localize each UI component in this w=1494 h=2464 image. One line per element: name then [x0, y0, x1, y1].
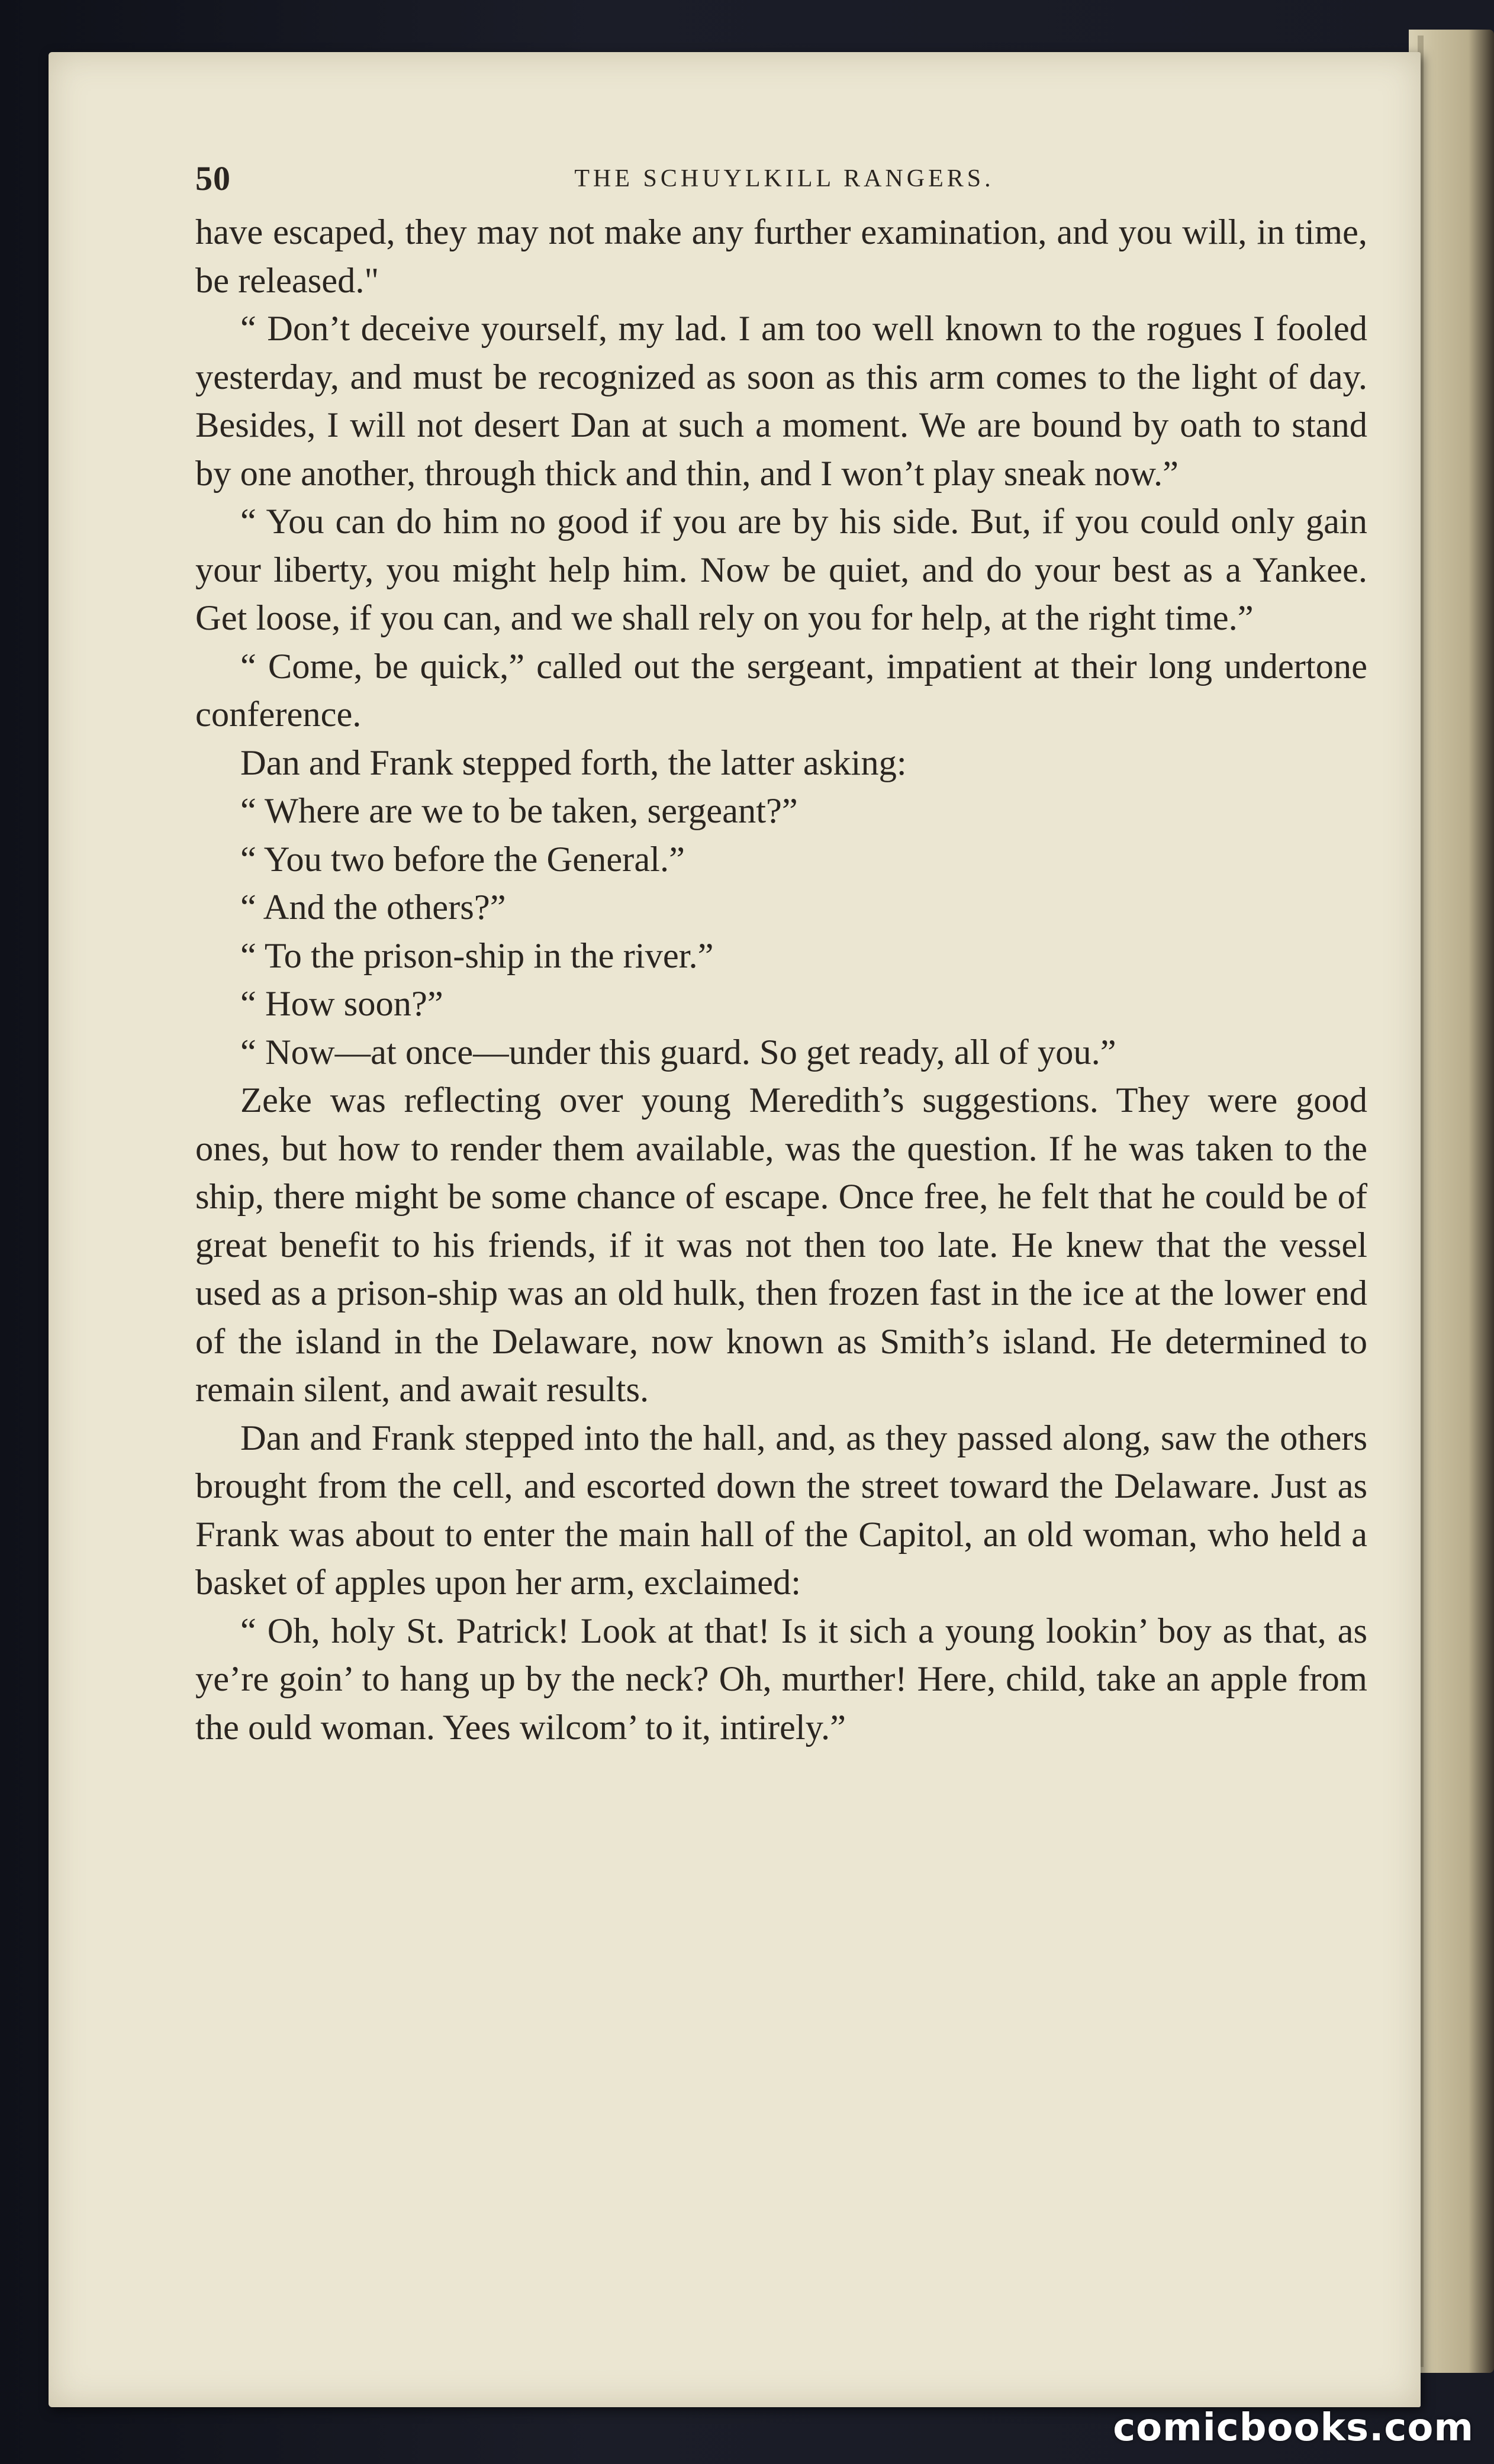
paragraph: “ And the others?” — [240, 888, 506, 927]
body-text — [195, 208, 1367, 1752]
paragraph: Zeke was reflecting over young Meredith’s suggestions. They were good ones, but how to render them available, was the question. If he was taken to the ship, there might be some chance of escape. Once free, he felt that he could be of great benefit to his friends, if it was not then too late. He knew that the vessel used as a prison-ship was an old hulk, then frozen fast in the ice at the lower end of the island in the Delaware, now known as Smith’s island. He determined to remain silent, and await results. — [195, 1081, 1367, 1410]
site-watermark: comicbooks.com — [1113, 2406, 1474, 2450]
paragraph: “ Where are we to be taken, sergeant?” — [240, 791, 798, 831]
paragraph: “ How soon?” — [240, 984, 443, 1024]
running-title: THE SCHUYLKILL RANGERS. — [574, 165, 994, 192]
page-content — [195, 153, 1373, 2259]
paragraph: “ Don’t deceive yourself, my lad. I am too well known to the rogues I fooled yesterday, and must be recognized as soon as this arm comes to the light of day. Besides, I will not desert Dan at such a moment. We are bound by oath to stand by one another, through thick and thin, and I won’t play sneak now.” — [195, 309, 1367, 494]
paragraph: Dan and Frank stepped forth, the latter asking: — [240, 743, 907, 783]
page-number: 50 — [195, 159, 231, 198]
paragraph: “ Now—at once—under this guard. So get ready, all of you.” — [240, 1032, 1116, 1072]
book-page — [49, 52, 1421, 2407]
paragraph: have escaped, they may not make any further examination, and you will, in time, be released." — [195, 212, 1367, 301]
paragraph: “ Oh, holy St. Patrick! Look at that! Is it sich a young lookin’ boy as that, as ye’re goin’ to hang up by the neck? Oh, murther! Here, child, take an apple from the ould woman. Yees wilcom’ to it, intirely.” — [195, 1611, 1367, 1747]
paragraph: “ To the prison-ship in the river.” — [240, 936, 714, 976]
running-head — [195, 153, 1373, 206]
paragraph: “ You can do him no good if you are by his side. But, if you could only gain your liberty, you might help him. Now be quiet, and do your best as a Yankee. Get loose, if you can, and we shall rely on you for help, at the right time.” — [195, 502, 1367, 638]
paragraph: “ Come, be quick,” called out the sergeant, impatient at their long undertone conference. — [195, 646, 1367, 734]
paragraph: Dan and Frank stepped into the hall, and, as they passed along, saw the others brought from the cell, and escorted down the street toward the Delaware. Just as Frank was about to enter the main hall of the Capitol, an old woman, who held a basket of apples upon her arm, exclaimed: — [195, 1418, 1367, 1602]
paragraph: “ You two before the General.” — [240, 839, 685, 879]
